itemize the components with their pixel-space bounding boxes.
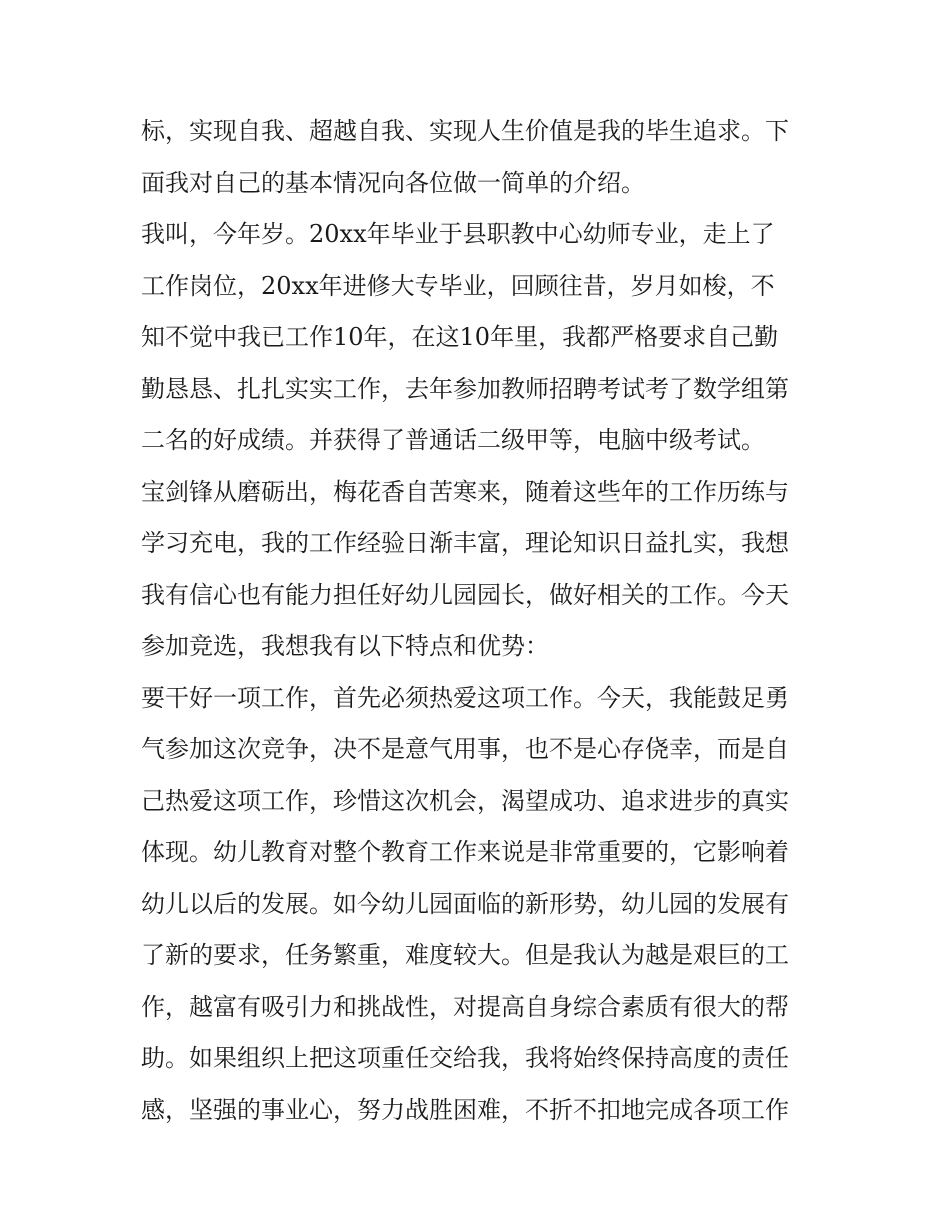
text-line: 宝剑锋从磨砺出，梅花香自苦寒来，随着这些年的工作历练与 [141, 477, 789, 506]
text-line: 体现。幼儿教育对整个教育工作来说是非常重要的，它影响着 [141, 838, 789, 866]
text-line: 作，越富有吸引力和挑战性，对提高自身综合素质有很大的帮 [141, 992, 789, 1021]
document-body [141, 106, 821, 1136]
text-line: 我有信心也有能力担任好幼儿园园长，做好相关的工作。今天 [141, 580, 789, 609]
text-line: 学习充电，我的工作经验日渐丰富，理论知识日益扎实，我想 [141, 529, 789, 557]
text-line: 助。如果组织上把这项重任交给我，我将始终保持高度的责任 [141, 1044, 789, 1072]
text-line: 知不觉中我已工作10年，在这10年里，我都严格要求自己勤 [141, 323, 779, 351]
text-line: 面我对自己的基本情况向各位做一简单的介绍。 [141, 168, 645, 197]
text-line: 气参加这次竞争，决不是意气用事，也不是心存侥幸，而是自 [141, 735, 789, 763]
text-line: 我叫，今年岁。20xx年毕业于县职教中心幼师专业，走上了 [141, 220, 775, 248]
text-line: 勤恳恳、扎扎实实工作，去年参加教师招聘考试考了数学组第 [141, 374, 789, 403]
text-line: 己热爱这项工作，珍惜这次机会，渴望成功、追求进步的真实 [141, 786, 789, 815]
text-line: 参加竞选，我想我有以下特点和优势： [141, 632, 549, 660]
text-line: 要干好一项工作，首先必须热爱这项工作。今天，我能鼓足勇 [141, 683, 789, 712]
text-line: 幼儿以后的发展。如今幼儿园面临的新形势，幼儿园的发展有 [141, 889, 789, 918]
text-line: 二名的好成绩。并获得了普通话二级甲等，电脑中级考试。 [141, 426, 765, 454]
text-line: 标，实现自我、超越自我、实现人生价值是我的毕生追求。下 [141, 117, 789, 145]
text-line: 了新的要求，任务繁重，难度较大。但是我认为越是艰巨的工 [141, 941, 789, 969]
text-line: 感，坚强的事业心，努力战胜困难，不折不扣地完成各项工作 [141, 1095, 789, 1124]
text-line: 工作岗位，20xx年进修大专毕业，回顾往昔，岁月如梭，不 [141, 271, 775, 300]
